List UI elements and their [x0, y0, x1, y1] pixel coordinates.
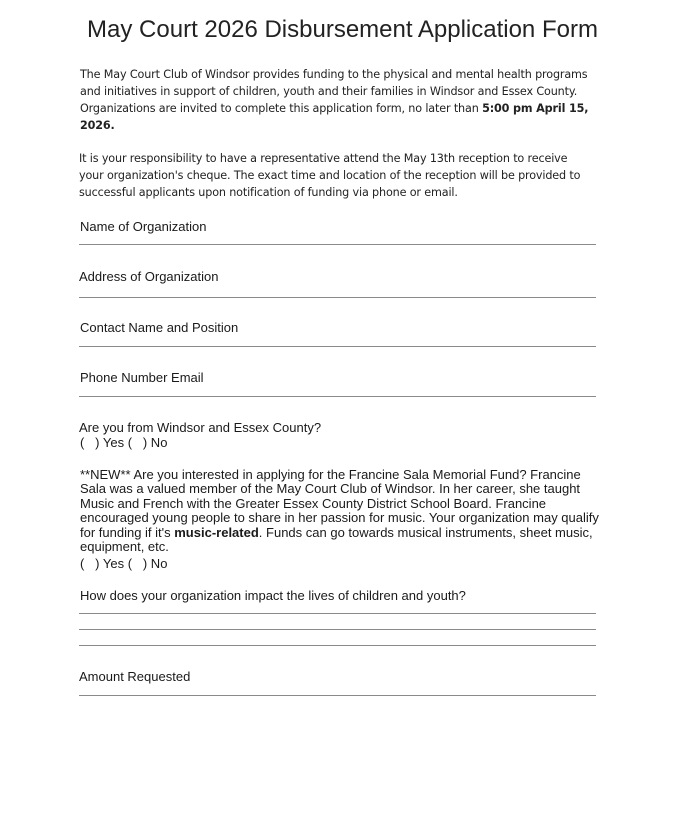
deadline-text: 5:00 pm April 15, 2026.	[80, 102, 589, 132]
contact-label: Contact Name and Position	[80, 320, 239, 335]
amount-label: Amount Requested	[79, 669, 191, 684]
windsor-radio-group	[80, 435, 167, 450]
impact-input-line-3[interactable]	[79, 645, 596, 646]
fund-no-radio[interactable]: ( ) No	[127, 556, 168, 571]
org-name-label: Name of Organization	[80, 219, 207, 234]
impact-input-line-1[interactable]	[79, 613, 596, 614]
org-name-input-line[interactable]	[79, 244, 596, 245]
fund-question-text	[80, 468, 600, 554]
amount-input-line[interactable]	[79, 695, 596, 696]
form-title: May Court 2026 Disbursement Application Form	[87, 16, 598, 43]
fund-radio-group	[80, 556, 167, 571]
org-address-label: Address of Organization	[79, 269, 219, 284]
phone-email-label: Phone Number Email	[80, 370, 204, 385]
fund-text-after: . Funds can go towards musical instruments, sheet music, equipment, etc.	[80, 524, 593, 555]
windsor-yes-radio[interactable]: ( ) Yes	[80, 435, 125, 450]
intro-paragraph	[80, 66, 595, 134]
fund-yes-radio[interactable]: ( ) Yes	[80, 556, 125, 571]
contact-input-line[interactable]	[79, 346, 596, 347]
windsor-question-label: Are you from Windsor and Essex County?	[79, 420, 322, 435]
impact-question-label: How does your organization impact the lives of children and youth?	[80, 588, 466, 603]
impact-input-line-2[interactable]	[79, 629, 596, 630]
music-related-text: music-related	[174, 524, 259, 540]
intro-text: The May Court Club of Windsor provides funding to the physical and mental health programs and initiatives in support of children, youth and their families in Windsor and Essex County. Organizations are invited to complete this application form, no later than	[80, 68, 588, 115]
fund-text-before: **NEW** Are you interested in applying for the Francine Sala Memorial Fund? Francine Sala was a valued member of the May Court Club of Windsor. In her career, she taught Music and French with the Greater Essex County District School Board. Francine encouraged young people to share in her passion for music. Your organization may qualify for funding if it's	[80, 467, 599, 540]
windsor-no-radio[interactable]: ( ) No	[127, 435, 168, 450]
reception-paragraph: It is your responsibility to have a representative attend the May 13th reception to receive your organization's cheque. The exact time and location of the reception will be provided to successful applicants upon notification of funding via phone or email.	[79, 152, 581, 199]
phone-email-input-line[interactable]	[79, 396, 596, 397]
org-address-input-line[interactable]	[79, 297, 596, 298]
